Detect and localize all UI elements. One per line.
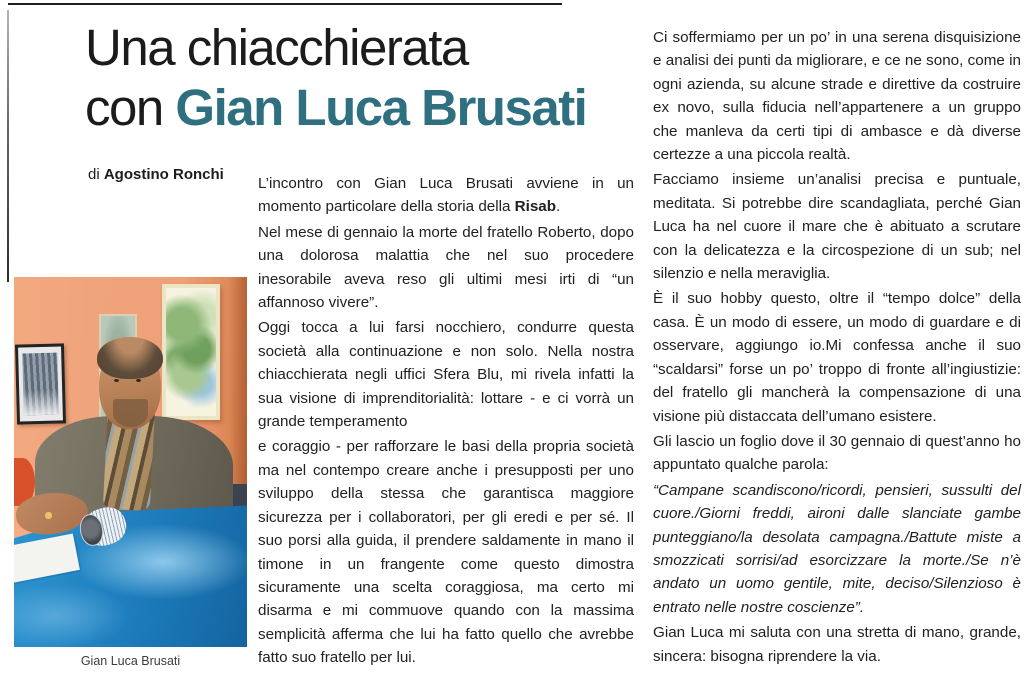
paragraph: [258, 316, 634, 433]
photo-caption: Gian Luca Brusati: [80, 654, 181, 668]
paragraph: [653, 287, 1021, 427]
text-run: Oggi tocca a lui farsi nocchiero, condurre questa società alla continuazione e non solo. Nella nostra chiacchierata negli uffici Sfera Blu, mi rivela infatti la sua visione di imprenditorialità: lottare - e ci vorrà un grande temperamento: [258, 319, 634, 431]
paragraph: [258, 435, 634, 669]
paragraph: [653, 168, 1021, 285]
interview-photo: [14, 277, 247, 647]
article-column-right: [653, 26, 1021, 670]
paragraph: [258, 221, 634, 315]
man-beard: [113, 399, 148, 427]
man-left-eye: [114, 379, 119, 382]
paragraph: [653, 621, 1021, 668]
paragraph: [653, 479, 1021, 619]
byline-author: Agostino Ronchi: [103, 166, 224, 183]
text-run: Nel mese di gennaio la morte del fratello Roberto, dopo una dolorosa malattia che nel suo procedere inesorabile aveva reso gli ultimi mesi irti di “un affannoso vivere”.: [258, 223, 634, 312]
top-rule: [8, 3, 562, 5]
text-run: .: [556, 198, 561, 216]
bold-run: Risab: [514, 198, 556, 216]
title-line2-name: Gian Luca Brusati: [175, 79, 587, 136]
man-right-eye: [136, 379, 141, 382]
man-ring: [45, 512, 51, 519]
text-run: È il suo hobby questo, oltre il “tempo dolce” della casa. È un modo di essere, un modo di guardare e di osservare, aggiungo io.Mi confessa anche il suo “scaldarsi” forse un po’ troppo di fronte all’ingiustizie: del fratello gli mancherà la compensazione di una visione più distaccata dell’umano esistere.: [653, 290, 1021, 425]
text-run: Gli lascio un foglio dove il 30 gennaio di quest’anno ho appuntato qualche parola:: [653, 432, 1021, 474]
article-title: [85, 18, 586, 138]
text-run: L’incontro con Gian Luca Brusati avviene in un momento particolare della storia della: [258, 175, 634, 216]
page-edge-line: [7, 10, 9, 282]
byline-prefix: di: [88, 166, 104, 183]
title-line1: Una chiacchierata: [85, 19, 468, 76]
text-run: e coraggio - per rafforzare le basi della propria società ma nel contempo creare anche i presupposti per uno sviluppo della stessa che garantisca maggiore sicurezza per i collaboratori, per gli eredi e per sé. Il suo porsi alla guida, il prendere saldamente in mano il timone in un frangente come questo dimostra sicuramente una scelta coraggiosa, ma certo mi disarma e mi commuove quando con la massima semplicità afferma che lui ha fatto quello che avrebbe fatto suo fratello per lui.: [258, 438, 634, 667]
title-line2-prefix: con: [85, 79, 176, 136]
framed-bw-photo-image: [23, 352, 59, 415]
watercolor-painting: [162, 284, 220, 420]
man-hair: [97, 337, 162, 380]
text-run: Facciamo insieme un’analisi precisa e puntuale, meditata. Si potrebbe dire scandagliata, perché Gian Luca ha nel cuore il mare che è abituato a scrutare con la delicatezza e la circospezione di un sub; nel silenzio e nella meraviglia.: [653, 171, 1021, 283]
paragraph: [653, 26, 1021, 166]
text-run: “Campane scandiscono/ricordi, pensieri, sussulti del cuore./Giorni freddi, aironi dalle slanciate gambe punteggiano/la desolata campagna./Battute miste a smozzicati sorrisi/ad esorcizzare la morte./Se n’è andato un uomo gentile, mite, deciso/Silenzioso è entrato nelle nostre coscienze”.: [653, 481, 1021, 616]
text-run: Ci soffermiamo per un po’ in una serena disquisizione e analisi dei punti da migliorare, e ce ne sono, come in ogni azienda, su alcune strade e direttive da costruire ex novo, sulla fiducia nell’appartenere a un gruppo che manleva da certi tipi di ambasce e dà diverse certezze a una piccola realtà.: [653, 29, 1021, 164]
byline: [88, 166, 224, 183]
framed-bw-photo: [15, 343, 66, 424]
paragraph: [653, 430, 1021, 477]
paragraph: [258, 172, 634, 219]
text-run: Gian Luca mi saluta con una stretta di mano, grande, sincera: bisogna riprendere la via.: [653, 624, 1021, 665]
article-column-middle: [258, 172, 634, 672]
